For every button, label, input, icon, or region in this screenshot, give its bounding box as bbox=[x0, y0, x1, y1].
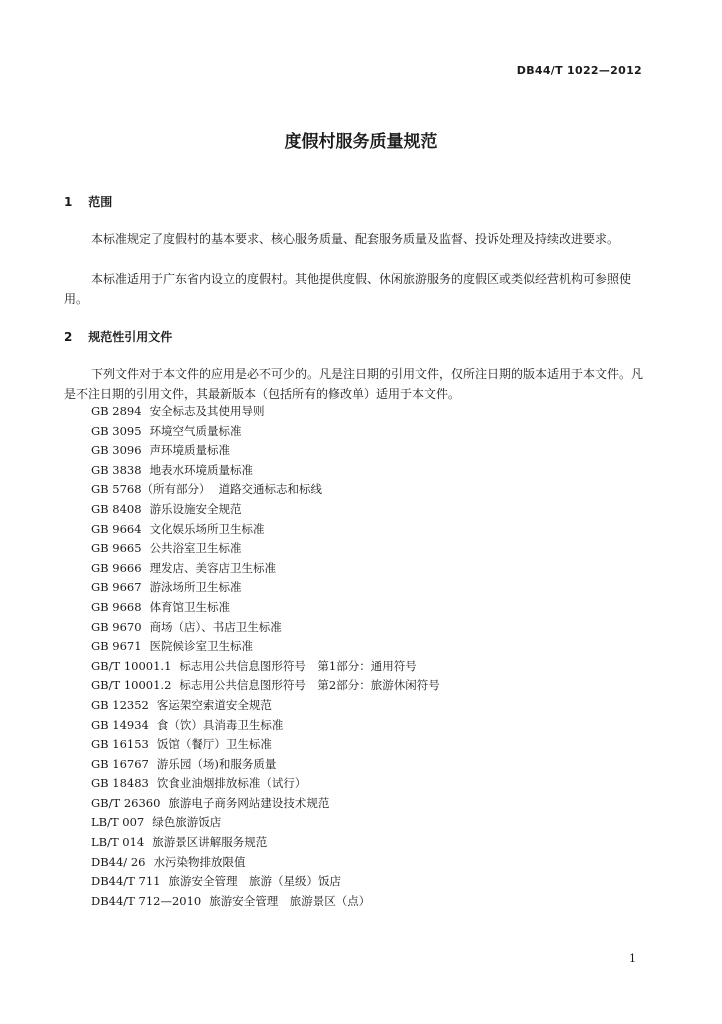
document-title: 度假村服务质量规范 bbox=[284, 132, 438, 152]
section-title: 规范性引用文件 bbox=[88, 330, 173, 344]
reference-title: 旅游安全管理 旅游（星级）饭店 bbox=[168, 874, 341, 889]
reference-item bbox=[91, 735, 440, 755]
reference-code: GB 8408 bbox=[91, 501, 142, 516]
reference-item bbox=[91, 618, 440, 638]
reference-code: GB 9670 bbox=[91, 619, 142, 634]
paragraph-text: 本标准适用于广东省内设立的度假村。其他提供度假、休闲旅游服务的度假区或类似经营机构可参照使用。 bbox=[64, 272, 632, 306]
reference-item bbox=[91, 461, 440, 481]
reference-item bbox=[91, 598, 440, 618]
reference-title: 饭馆（餐厅）卫生标准 bbox=[156, 737, 272, 752]
reference-item bbox=[91, 716, 440, 736]
reference-code: GB 9664 bbox=[91, 521, 142, 536]
reference-code: GB 9665 bbox=[91, 541, 142, 556]
reference-code: GB 9666 bbox=[91, 560, 142, 575]
reference-code: GB 9671 bbox=[91, 639, 142, 654]
reference-item bbox=[91, 774, 440, 794]
reference-title: 饮食业油烟排放标准（试行） bbox=[156, 776, 307, 791]
reference-code: GB 3096 bbox=[91, 443, 142, 458]
reference-code: GB 2894 bbox=[91, 404, 142, 418]
reference-title: 文化娱乐场所卫生标准 bbox=[149, 521, 265, 536]
reference-item bbox=[91, 696, 440, 716]
reference-code: DB44/T 711 bbox=[91, 874, 161, 889]
paragraph-text: 下列文件对于本文件的应用是必不可少的。凡是注日期的引用文件，仅所注日期的版本适用于本文件。凡是不注日期的引用文件，其最新版本（包括所有的修改单）适用于本文件。 bbox=[64, 367, 644, 401]
reference-code: GB 18483 bbox=[91, 776, 149, 791]
reference-item bbox=[91, 853, 440, 873]
reference-item bbox=[91, 480, 440, 500]
section-2-heading bbox=[64, 328, 172, 345]
reference-title: 旅游电子商务网站建设技术规范 bbox=[168, 795, 330, 810]
reference-code: GB/T 10001.2 bbox=[91, 678, 172, 693]
reference-code: GB 14934 bbox=[91, 717, 149, 732]
reference-title: 地表水环境质量标准 bbox=[149, 462, 254, 477]
reference-title: 水污染物排放限值 bbox=[153, 854, 246, 869]
section-number: 2 bbox=[64, 330, 73, 344]
scope-paragraph-1 bbox=[64, 229, 644, 249]
reference-item bbox=[91, 872, 440, 892]
reference-item bbox=[91, 539, 440, 559]
reference-title: 旅游景区讲解服务规范 bbox=[152, 835, 268, 850]
reference-item bbox=[91, 578, 440, 598]
reference-code: DB44/ 26 bbox=[91, 854, 146, 869]
references-intro-paragraph bbox=[64, 364, 644, 404]
reference-code: GB 3838 bbox=[91, 462, 142, 477]
reference-code: GB 5768（所有部分） bbox=[91, 482, 211, 497]
standard-code: DB44/T 1022—2012 bbox=[516, 64, 642, 77]
reference-code: GB 12352 bbox=[91, 697, 149, 712]
reference-title: 体育馆卫生标准 bbox=[149, 599, 231, 614]
reference-title: 游乐园（场)和服务质量 bbox=[156, 756, 277, 771]
reference-item bbox=[91, 500, 440, 520]
reference-item bbox=[91, 755, 440, 775]
reference-item bbox=[91, 676, 440, 696]
reference-item bbox=[91, 402, 440, 422]
section-title: 范围 bbox=[88, 195, 113, 209]
reference-code: GB 16767 bbox=[91, 756, 149, 771]
reference-item bbox=[91, 559, 440, 579]
reference-item bbox=[91, 833, 440, 853]
scope-paragraph-2 bbox=[64, 269, 644, 309]
reference-item bbox=[91, 657, 440, 677]
reference-code: LB/T 014 bbox=[91, 835, 145, 850]
reference-title: 环境空气质量标准 bbox=[149, 423, 242, 438]
reference-code: LB/T 007 bbox=[91, 815, 145, 830]
section-number: 1 bbox=[64, 195, 73, 209]
reference-title: 理发店、美容店卫生标准 bbox=[149, 560, 277, 575]
reference-title: 游泳场所卫生标准 bbox=[149, 580, 242, 595]
normative-reference-list bbox=[91, 402, 440, 911]
reference-code: DB44/T 712—2010 bbox=[91, 893, 202, 908]
reference-code: GB/T 10001.1 bbox=[91, 658, 172, 673]
reference-title: 医院候诊室卫生标准 bbox=[149, 639, 254, 654]
reference-title: 声环境质量标准 bbox=[149, 443, 231, 458]
reference-title: 食（饮）具消毒卫生标准 bbox=[156, 717, 284, 732]
reference-title: 旅游安全管理 旅游景区（点） bbox=[209, 893, 371, 908]
reference-item bbox=[91, 794, 440, 814]
reference-title: 道路交通标志和标线 bbox=[218, 482, 323, 497]
paragraph-text: 本标准规定了度假村的基本要求、核心服务质量、配套服务质量及监督、投诉处理及持续改进要求。 bbox=[91, 232, 620, 246]
reference-title: 客运架空索道安全规范 bbox=[156, 697, 272, 712]
reference-item bbox=[91, 637, 440, 657]
reference-title: 游乐设施安全规范 bbox=[149, 501, 242, 516]
reference-title: 公共浴室卫生标准 bbox=[149, 541, 242, 556]
reference-title: 商场（店）、书店卫生标准 bbox=[149, 619, 282, 634]
reference-code: GB 9667 bbox=[91, 580, 142, 595]
reference-title: 绿色旅游饭店 bbox=[152, 815, 222, 830]
page-number: 1 bbox=[629, 952, 636, 965]
reference-title: 安全标志及其使用导则 bbox=[149, 404, 265, 418]
section-1-heading bbox=[64, 193, 112, 210]
reference-item bbox=[91, 520, 440, 540]
reference-title: 标志用公共信息图形符号 第2部分：旅游休闲符号 bbox=[179, 678, 440, 693]
reference-title: 标志用公共信息图形符号 第1部分：通用符号 bbox=[179, 658, 417, 673]
reference-code: GB 9668 bbox=[91, 599, 142, 614]
reference-code: GB/T 26360 bbox=[91, 795, 161, 810]
reference-code: GB 16153 bbox=[91, 737, 149, 752]
reference-item bbox=[91, 422, 440, 442]
reference-item bbox=[91, 892, 440, 912]
reference-item bbox=[91, 441, 440, 461]
reference-item bbox=[91, 813, 440, 833]
reference-code: GB 3095 bbox=[91, 423, 142, 438]
